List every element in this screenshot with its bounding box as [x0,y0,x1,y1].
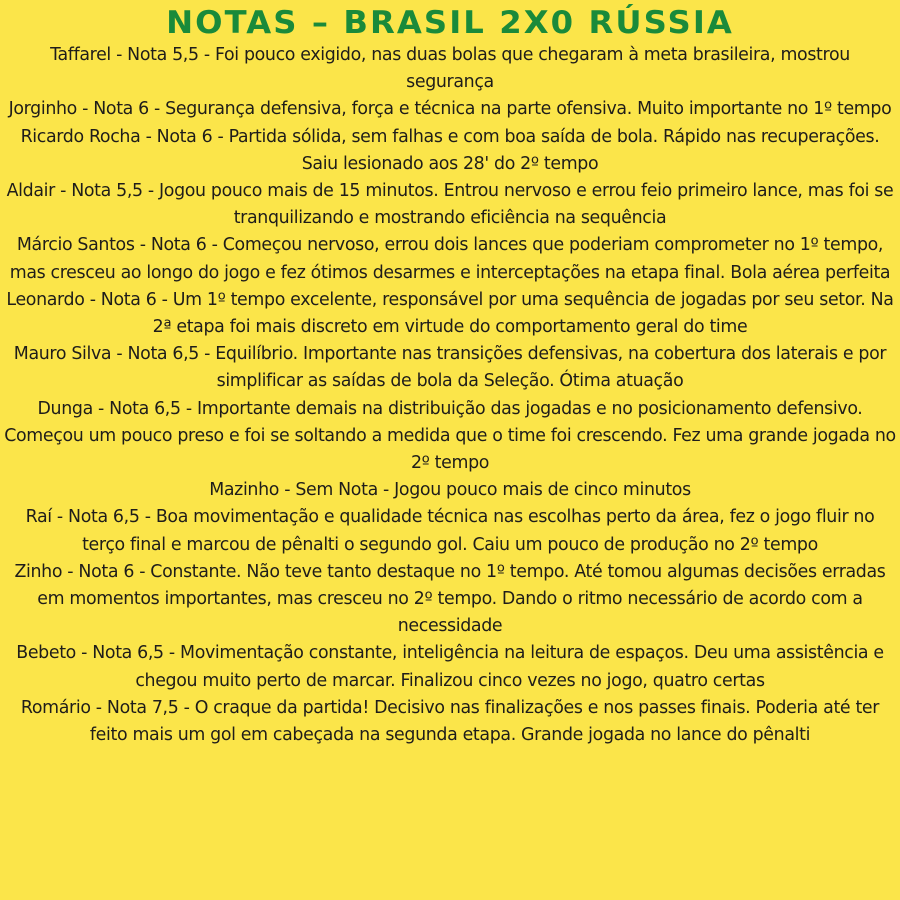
player-rating-jorginho: Jorginho - Nota 6 - Segurança defensiva, força e técnica na parte ofensiva. Muito importante no 1º tempo [8,99,892,120]
page-title: NOTAS – BRASIL 2X0 RÚSSIA [166,5,734,41]
player-rating-zinho: Zinho - Nota 6 - Constante. Não teve tanto destaque no 1º tempo. Até tomou algumas decisões erradas em momentos importantes, mas cresceu no 2º tempo. Dando o ritmo necessário de acordo com a necessidade [14,561,886,637]
player-rating-mauro-silva: Mauro Silva - Nota 6,5 - Equilíbrio. Importante nas transições defensivas, na cobertura dos laterais e por simplificar as saídas de bola da Seleção. Ótima atuação [13,344,887,392]
player-rating-dunga: Dunga - Nota 6,5 - Importante demais na distribuição das jogadas e no posicionamento defensivo. Começou um pouco preso e foi se soltando a medida que o time foi crescendo. Fez uma grande jogada no 2º tempo [4,398,896,474]
player-ratings-list [4,42,896,749]
player-rating-aldair: Aldair - Nota 5,5 - Jogou pouco mais de 15 minutos. Entrou nervoso e errou feio primeiro lance, mas foi se tranquilizando e mostrando eficiência na sequência [6,181,894,229]
player-rating-rai: Raí - Nota 6,5 - Boa movimentação e qualidade técnica nas escolhas perto da área, fez o jogo fluir no terço final e marcou de pênalti o segundo gol. Caiu um pouco de produção no 2º tempo [25,507,875,555]
player-rating-bebeto: Bebeto - Nota 6,5 - Movimentação constante, inteligência na leitura de espaços. Deu uma assistência e chegou muito perto de marcar. Finalizou cinco vezes no jogo, quatro certas [16,643,884,691]
player-rating-mazinho: Mazinho - Sem Nota - Jogou pouco mais de cinco minutos [209,480,691,501]
player-rating-ricardo-rocha: Ricardo Rocha - Nota 6 - Partida sólida, sem falhas e com boa saída de bola. Rápido nas recuperações. Saiu lesionado aos 28' do 2º tempo [20,126,880,174]
player-rating-marcio-santos: Márcio Santos - Nota 6 - Começou nervoso, errou dois lances que poderiam comprometer no 1º tempo, mas cresceu ao longo do jogo e fez ótimos desarmes e interceptações na etapa final. Bola aérea perfeita [9,235,891,283]
player-rating-romario: Romário - Nota 7,5 - O craque da partida! Decisivo nas finalizações e nos passes finais. Poderia até ter feito mais um gol em cabeçada na segunda etapa. Grande jogada no lance do pênalti [20,697,880,746]
player-rating-leonardo: Leonardo - Nota 6 - Um 1º tempo excelente, responsável por uma sequência de jogadas por seu setor. Na 2ª etapa foi mais discreto em virtude do comportamento geral do time [6,289,894,338]
player-rating-taffarel: Taffarel - Nota 5,5 - Foi pouco exigido, nas duas bolas que chegaram à meta brasileira, mostrou segurança [50,45,850,93]
